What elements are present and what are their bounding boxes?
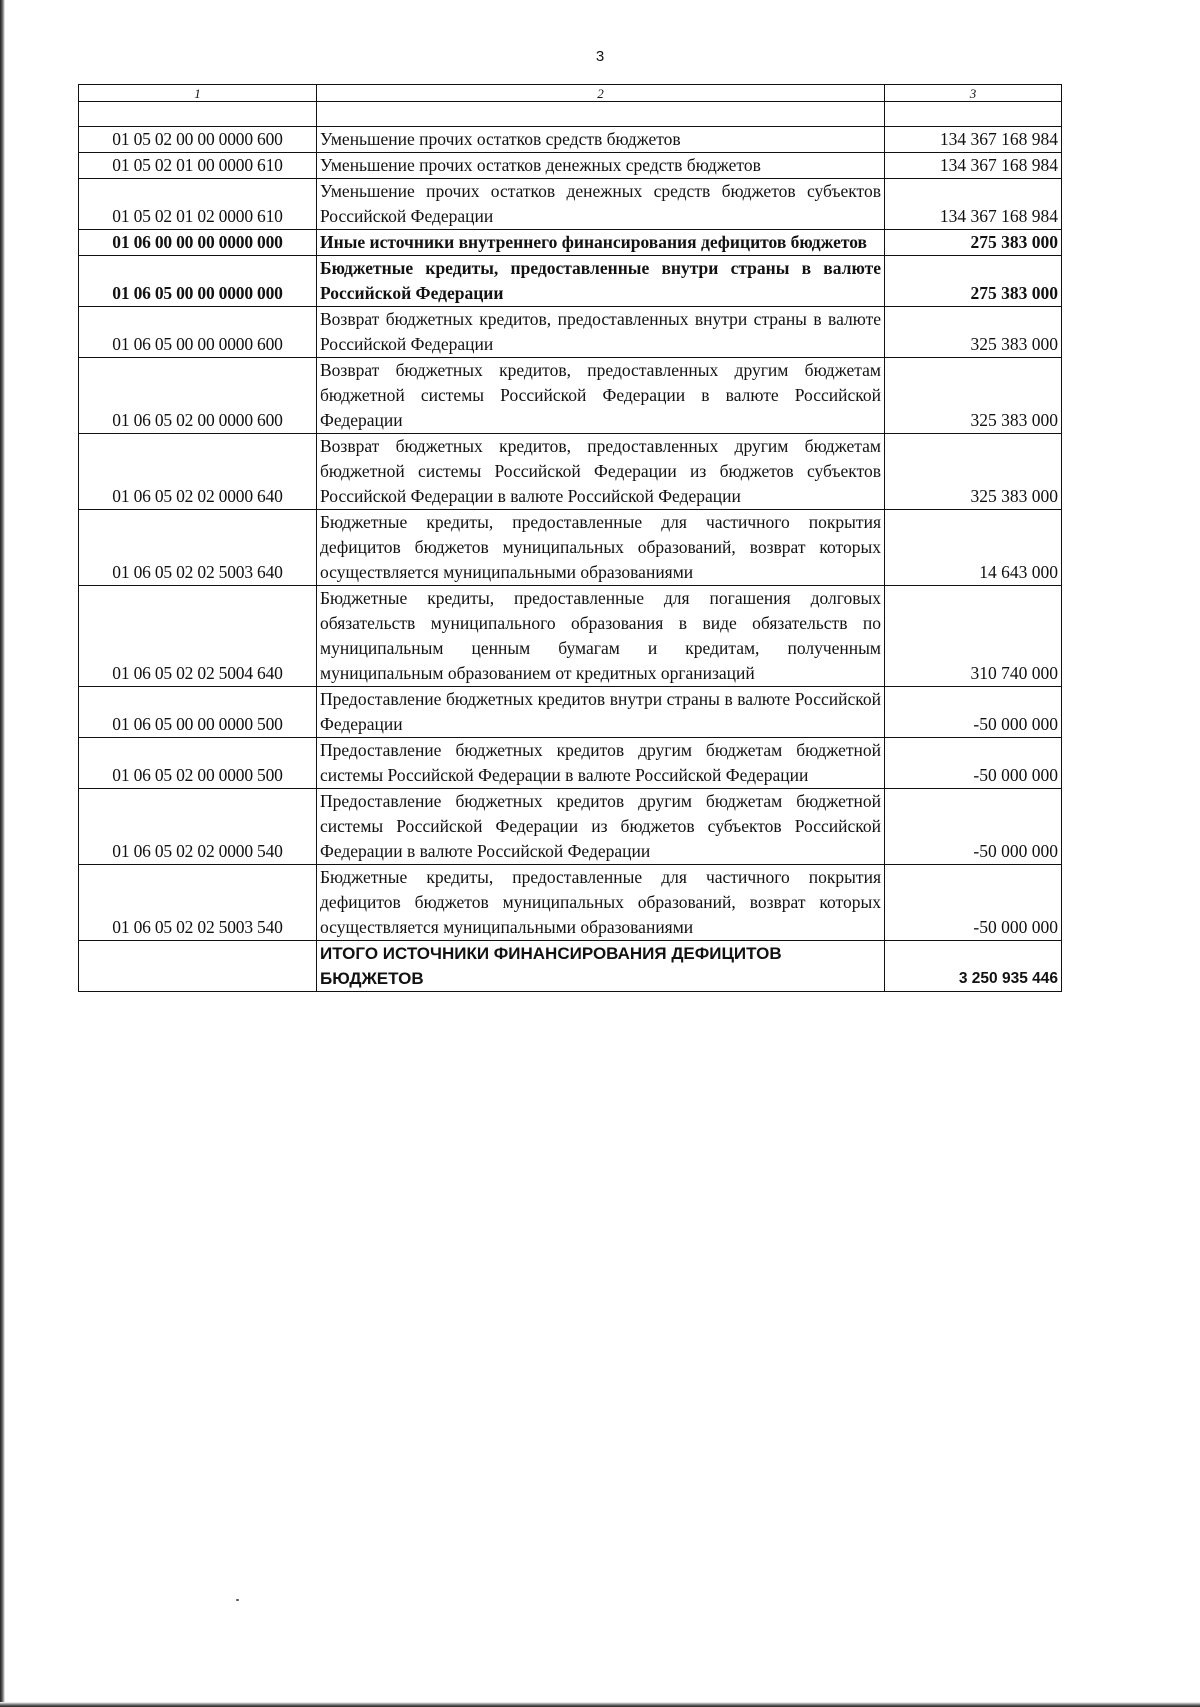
row-amount: -50 000 000 — [973, 765, 1058, 785]
row-description: Бюджетные кредиты, предоставленные внутри страны в валюте Российской Федерации — [317, 256, 885, 307]
row-description: Бюджетные кредиты, предоставленные для частичного покрытия дефицитов бюджетов муниципальных образований, возврат которых осуществляется муниципальными образованиями — [317, 865, 885, 941]
row-amount: -50 000 000 — [973, 917, 1058, 937]
row-amount-cell — [885, 789, 1062, 865]
row-amount-cell — [885, 510, 1062, 586]
row-amount-cell — [885, 865, 1062, 941]
row-amount-cell — [885, 307, 1062, 358]
row-description: Предоставление бюджетных кредитов внутри страны в валюте Российской Федерации — [317, 687, 885, 738]
row-amount: 14 643 000 — [979, 562, 1058, 582]
row-description: Возврат бюджетных кредитов, предоставленных другим бюджетам бюджетной системы Российской Федерации из бюджетов субъектов Российской Федерации в валюте Российской Федерации — [317, 434, 885, 510]
budget-sources-table — [78, 84, 1062, 992]
row-code: 01 06 05 02 02 5003 540 — [79, 865, 317, 941]
row-code: 01 06 05 02 02 0000 640 — [79, 434, 317, 510]
row-amount-cell — [885, 434, 1062, 510]
row-code: 01 06 05 02 00 0000 600 — [79, 358, 317, 434]
table-row — [79, 738, 1062, 789]
row-description: Уменьшение прочих остатков средств бюджетов — [317, 127, 885, 153]
scan-edge-bottom — [0, 1702, 1200, 1707]
table-header — [79, 85, 1062, 102]
table-row — [79, 865, 1062, 941]
table-footer — [79, 941, 1062, 992]
row-code: 01 06 05 00 00 0000 000 — [79, 256, 317, 307]
row-description: Бюджетные кредиты, предоставленные для погашения долговых обязательств муниципального образования в виде обязательств по муниципальным ценным бумагам и кредитам, полученным муниципальным образованием от кредитных организаций — [317, 586, 885, 687]
row-description: Возврат бюджетных кредитов, предоставленных внутри страны в валюте Российской Федерации — [317, 307, 885, 358]
total-label: ИТОГО ИСТОЧНИКИ ФИНАНСИРОВАНИЯ ДЕФИЦИТОВ БЮДЖЕТОВ — [317, 941, 885, 992]
row-code: 01 06 05 02 02 5004 640 — [79, 586, 317, 687]
row-description: Иные источники внутреннего финансирования дефицитов бюджетов — [317, 230, 885, 256]
row-amount-cell — [885, 586, 1062, 687]
total-row — [79, 941, 1062, 992]
table-body — [79, 102, 1062, 941]
column-header-amount: 3 — [885, 85, 1062, 102]
row-amount: -50 000 000 — [973, 841, 1058, 861]
row-amount: 310 740 000 — [970, 663, 1058, 683]
row-description: Предоставление бюджетных кредитов другим бюджетам бюджетной системы Российской Федерации в валюте Российской Федерации — [317, 738, 885, 789]
row-code: 01 05 02 01 00 0000 610 — [79, 153, 317, 179]
table-row — [79, 358, 1062, 434]
table-header-row — [79, 85, 1062, 102]
row-amount: 134 367 168 984 — [939, 129, 1058, 149]
row-description: Предоставление бюджетных кредитов другим бюджетам бюджетной системы Российской Федерации из бюджетов субъектов Российской Федерации в валюте Российской Федерации — [317, 789, 885, 865]
table-row — [79, 789, 1062, 865]
spacer-cell — [317, 102, 885, 127]
table-row — [79, 586, 1062, 687]
row-amount: 134 367 168 984 — [939, 206, 1058, 226]
row-description: Уменьшение прочих остатков денежных средств бюджетов — [317, 153, 885, 179]
spacer-cell — [79, 102, 317, 127]
row-amount: 134 367 168 984 — [939, 155, 1058, 175]
row-code: 01 06 05 02 02 0000 540 — [79, 789, 317, 865]
total-amount: 3 250 935 446 — [958, 970, 1058, 987]
row-code: 01 06 05 00 00 0000 500 — [79, 687, 317, 738]
row-amount-cell — [885, 358, 1062, 434]
table-spacer-row — [79, 102, 1062, 127]
column-header-code: 1 — [79, 85, 317, 102]
row-amount: 275 383 000 — [970, 232, 1058, 252]
table-row — [79, 230, 1062, 256]
row-code: 01 05 02 00 00 0000 600 — [79, 127, 317, 153]
table-row — [79, 510, 1062, 586]
total-code-cell — [79, 941, 317, 992]
table-row — [79, 153, 1062, 179]
column-header-description: 2 — [317, 85, 885, 102]
row-amount-cell — [885, 153, 1062, 179]
table-row — [79, 127, 1062, 153]
row-amount: 325 383 000 — [970, 334, 1058, 354]
row-amount: -50 000 000 — [973, 714, 1058, 734]
row-code: 01 05 02 01 02 0000 610 — [79, 179, 317, 230]
row-amount-cell — [885, 687, 1062, 738]
row-code: 01 06 05 02 00 0000 500 — [79, 738, 317, 789]
row-code: 01 06 00 00 00 0000 000 — [79, 230, 317, 256]
row-amount-cell — [885, 179, 1062, 230]
row-amount-cell — [885, 230, 1062, 256]
row-amount-cell — [885, 127, 1062, 153]
row-amount: 325 383 000 — [970, 486, 1058, 506]
table-row — [79, 179, 1062, 230]
scan-edge-left — [0, 0, 5, 1707]
spacer-cell — [885, 102, 1062, 127]
page-number: 3 — [595, 48, 605, 65]
table-row — [79, 687, 1062, 738]
row-amount-cell — [885, 738, 1062, 789]
row-code: 01 06 05 00 00 0000 600 — [79, 307, 317, 358]
row-description: Уменьшение прочих остатков денежных средств бюджетов субъектов Российской Федерации — [317, 179, 885, 230]
row-amount: 275 383 000 — [970, 283, 1058, 303]
row-code: 01 06 05 02 02 5003 640 — [79, 510, 317, 586]
table-row — [79, 434, 1062, 510]
scan-speck — [236, 1599, 239, 1601]
row-description: Бюджетные кредиты, предоставленные для частичного покрытия дефицитов бюджетов муниципальных образований, возврат которых осуществляется муниципальными образованиями — [317, 510, 885, 586]
total-amount-cell — [885, 941, 1062, 992]
table-row — [79, 256, 1062, 307]
table-row — [79, 307, 1062, 358]
row-description: Возврат бюджетных кредитов, предоставленных другим бюджетам бюджетной системы Российской Федерации в валюте Российской Федерации — [317, 358, 885, 434]
row-amount: 325 383 000 — [970, 410, 1058, 430]
row-amount-cell — [885, 256, 1062, 307]
